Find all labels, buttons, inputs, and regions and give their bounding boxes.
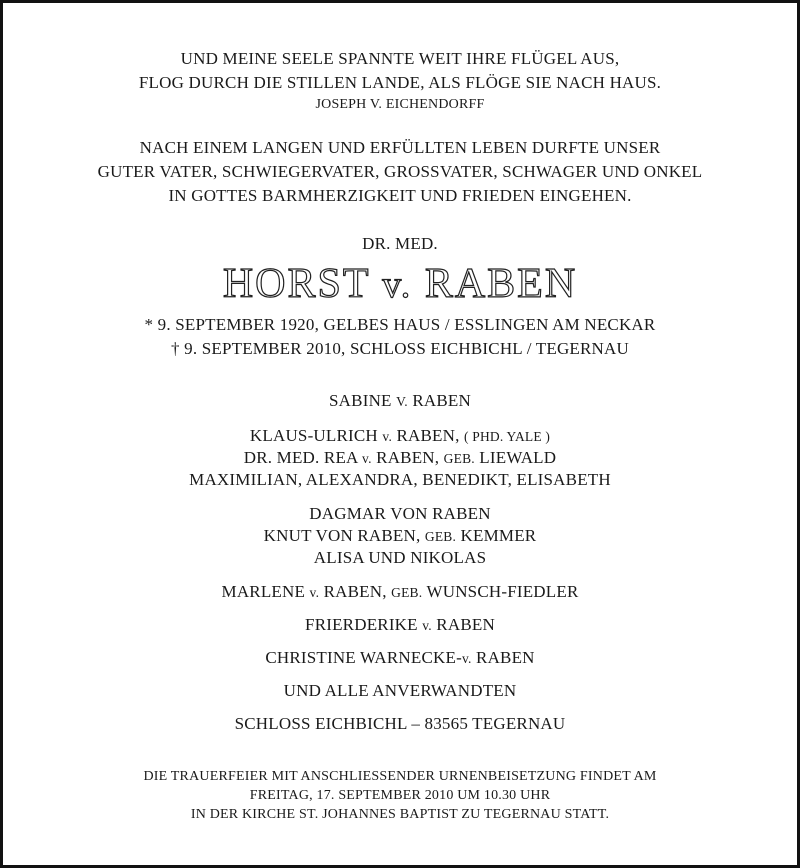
mourner-name: MARLENE — [221, 582, 310, 601]
poem-line-2: FLOG DURCH DIE STILLEN LANDE, ALS FLÖGE SIE NACH HAUS. — [138, 73, 662, 92]
mourner-degree: ( PHD. YALE ) — [464, 429, 551, 444]
ceremony-line-3: IN DER KIRCHE ST. JOHANNES BAPTIST ZU TEGERNAU STATT. — [190, 807, 610, 822]
mourner-name: CHRISTINE WARNECKE- — [265, 648, 462, 667]
mourner-surname: RABEN — [471, 648, 535, 667]
mourner-dagmar: DAGMAR VON RABEN — [309, 504, 491, 523]
ceremony-line-2: FREITAG, 17. SEPTEMBER 2010 UM 10.30 UHR — [249, 788, 551, 803]
mourner-particle: V. — [396, 394, 408, 409]
mourner-particle: v. — [309, 585, 320, 600]
mourner-rea — [3, 449, 797, 466]
mourner-surname: RABEN, — [371, 448, 444, 467]
deceased-title: DR. MED. — [362, 234, 438, 253]
mourner-geb: GEB. — [391, 585, 423, 600]
mourner-christine — [3, 649, 797, 666]
mourner-sabine — [3, 392, 797, 409]
mourner-name: FRIERDERIKE — [305, 615, 423, 634]
mourner-surname: RABEN, — [319, 582, 392, 601]
intro-line-3: IN GOTTES BARMHERZIGKEIT UND FRIEDEN EINGEHEN. — [168, 186, 632, 205]
mourner-birthname: LIEWALD — [474, 448, 557, 467]
poem-line-1: UND MEINE SEELE SPANNTE WEIT IHRE FLÜGEL AUS, — [180, 49, 620, 68]
deceased-last-name: RABEN — [424, 261, 578, 307]
mourner-name: KNUT VON RABEN, — [263, 526, 425, 545]
mourner-geb: GEB. — [443, 451, 475, 466]
mourner-name: DR. MED. REA — [243, 448, 363, 467]
mourner-particle: v. — [461, 651, 472, 666]
mourner-name: KLAUS-ULRICH — [249, 426, 383, 445]
mourner-surname: RABEN — [431, 615, 495, 634]
ceremony-line-1: DIE TRAUERFEIER MIT ANSCHLIESSENDER URNENBEISETZUNG FINDET AM — [143, 769, 657, 784]
deceased-first-name: HORST — [222, 261, 370, 307]
mourner-marlene — [3, 583, 797, 600]
mourner-klaus-ulrich — [3, 427, 797, 444]
mourner-birthname: WUNSCH-FIEDLER — [422, 582, 579, 601]
mourner-surname: RABEN — [407, 391, 471, 410]
mourner-grandchildren-1: MAXIMILIAN, ALEXANDRA, BENEDIKT, ELISABETH — [189, 470, 611, 489]
mourner-particle: v. — [362, 451, 372, 466]
mourner-name: SABINE — [329, 391, 397, 410]
deceased-particle: v. — [382, 264, 413, 306]
mourner-grandchildren-2: ALISA UND NIKOLAS — [313, 548, 487, 567]
intro-line-1: NACH EINEM LANGEN UND ERFÜLLTEN LEBEN DURFTE UNSER — [139, 138, 661, 157]
mourner-geb: GEB. — [424, 529, 457, 544]
deceased-name — [3, 263, 797, 305]
poem-author: JOSEPH V. EICHENDORFF — [315, 97, 485, 112]
mourner-surname: RABEN, — [392, 426, 464, 445]
intro-line-2: GUTER VATER, SCHWIEGERVATER, GROSSVATER, SCHWAGER UND ONKEL — [97, 162, 703, 181]
mourner-relatives: UND ALLE ANVERWANDTEN — [283, 681, 517, 700]
death-date: † 9. SEPTEMBER 2010, SCHLOSS EICHBICHL / TEGERNAU — [171, 339, 629, 358]
mourner-birthname: KEMMER — [456, 526, 537, 545]
mourner-knut — [3, 527, 797, 544]
mourner-frierderike — [3, 616, 797, 633]
family-address: SCHLOSS EICHBICHL – 83565 TEGERNAU — [234, 714, 566, 733]
mourner-particle: v. — [382, 429, 393, 444]
birth-date: * 9. SEPTEMBER 1920, GELBES HAUS / ESSLINGEN AM NECKAR — [144, 315, 656, 334]
mourner-particle: v. — [422, 618, 432, 633]
